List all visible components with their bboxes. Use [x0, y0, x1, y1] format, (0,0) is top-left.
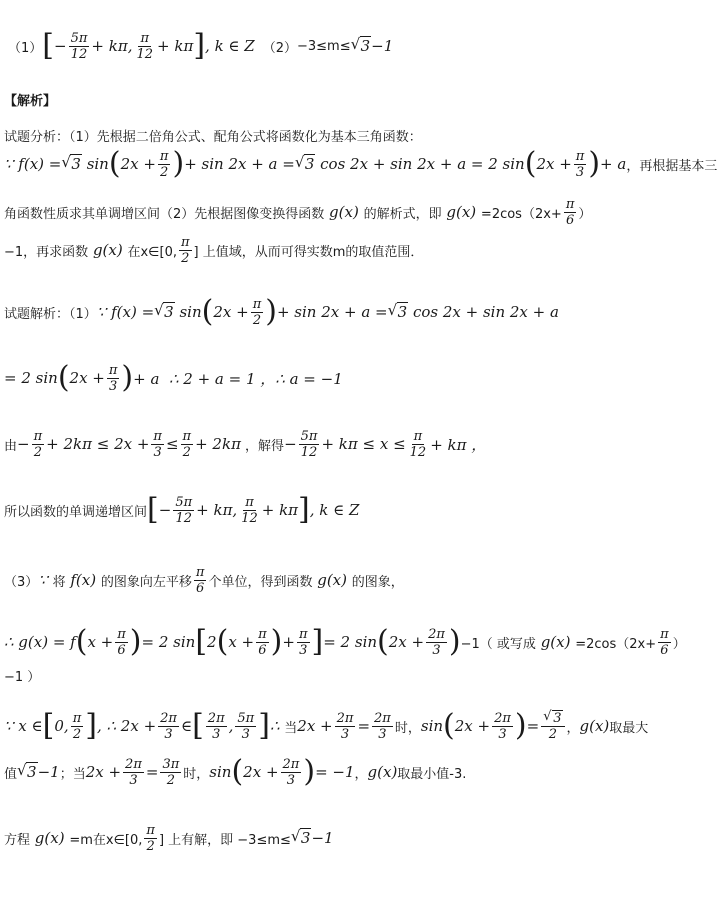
analysis-header: 【解析】 [4, 94, 57, 109]
analysis-formula: ∵ f(x) = √ 3 sin ( 2x + $\frac{\pi}{2}$ ) + sin 2x + a = √ 3 cos 2x + sin 2x + a = 2 sin ( 2x + $\frac{\pi}{3}$ ) + a ，再根据基本三 [0, 144, 630, 184]
analysis-line-3: −1，再求函数 g(x) 在x∈[0, $\frac{\pi}{2}$ ] 上值域，从而可得实数m的取值范围． [4, 234, 424, 266]
analysis-tail: ，再根据基本三 [626, 158, 717, 174]
solution-line-4: 所以函数的单调递增区间 [ − $\frac{5\pi}{12}$ + kπ, $\frac{\pi}{12}$ + kπ ] , k ∈ Z [4, 492, 360, 527]
answer-line: （1） [ − $\frac{5\pi}{12}$ + kπ, $\frac{\pi}{12}$ + kπ ] , k ∈ Z （2） −3≤m≤ √ 3 −1 [0, 28, 630, 64]
solution-line-7: −1 ） [4, 670, 41, 685]
analysis-intro: 试题分析：（1）先根据二倍角公式、配角公式将函数化为基本三角函数： [4, 130, 422, 145]
answer-label-1: （1） [8, 40, 43, 56]
solution-line-2: = 2 sin ( 2x + $\frac{\pi}{3}$ ) + a ∴ 2 + a = 1 ，∴ a = −1 [4, 360, 343, 395]
solution-line-10: 方程 g(x) =m在x∈[0, $\frac{\pi}{2}$ ] 上有解，即 −3≤m≤ √ 3 −1 [0, 818, 630, 858]
solution-line-3: 由 − $\frac{\pi}{2}$ + 2kπ ≤ 2x + $\frac{\pi}{3}$ ≤ $\frac{\pi}{2}$ + 2kπ ，解得 − $\frac{5\pi}{12}$ + kπ ≤ x ≤ $\frac{\pi}{12}$ + kπ ， [4, 428, 487, 460]
analysis-line-2: 角函数性质求其单调增区间（2）先根据图像变换得函数 g(x) 的解析式，即 g(x) =2cos（2x+ $\frac{\pi}{6}$ ） [4, 196, 592, 228]
solution-line-6: ∴ g(x) = f ( x + $\frac{\pi}{6}$ ) = 2 sin [ 2 ( x + $\frac{\pi}{6}$ ) + $\frac{\pi}{3}$ ] = 2 sin ( 2x + $\frac{2\pi}{3}$ ) −1（ 或写成 g(x) =2cos（2x+ $\frac{\pi}{6}$ ） [4, 624, 686, 659]
solution-line-9: 值 √ 3 −1 ；当 2x + $\frac{2\pi}{3}$ = $\frac{3\pi}{2}$ 时， sin ( 2x + $\frac{2\pi}{3}$ ) = −1 ， g(x) 取最小值-3. [0, 752, 630, 792]
solution-line-5: （3） ∵ 将 f(x) 的图象向左平移 $\frac{\pi}{6}$ 个单位，得到函数 g(x) 的图象， [4, 564, 404, 596]
solution-line-8: ∵ x ∈ [ 0, $\frac{\pi}{2}$ ] , ∴ 2x + $\frac{2\pi}{3}$ ∈ [ $\frac{2\pi}{3}$ , $\frac{5\pi}{3}$ ] ∴ 当 2x + $\frac{2\pi}{3}$ = $\frac{2\pi}{3}$ 时， sin ( 2x + $\frac{2\pi}{3}$ ) = √ $\frac{3}{2}$ ， g(x) 取最大 [0, 706, 630, 746]
solution-line-1: 试题解析：（1） ∵ f(x) = √ 3 sin ( 2x + $\frac{\pi}{2}$ ) + sin 2x + a = √ 3 cos 2x + sin 2x + a [0, 292, 630, 332]
answer-label-2: （2） [262, 40, 297, 56]
